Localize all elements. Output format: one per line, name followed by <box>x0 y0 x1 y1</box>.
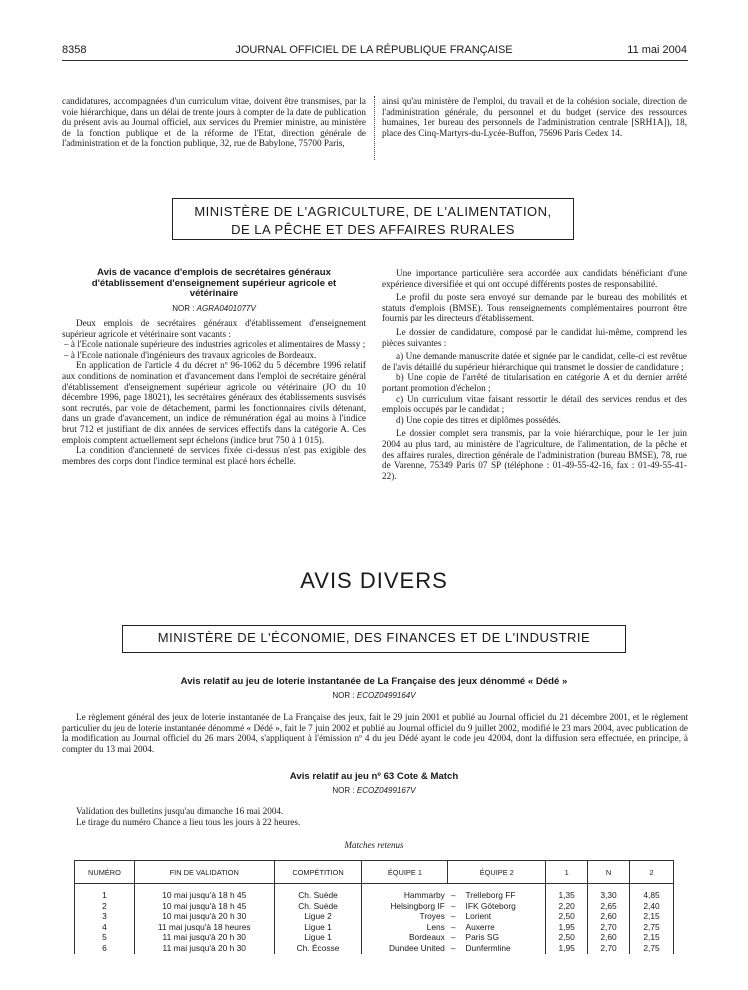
table-cell: 5 <box>75 932 135 943</box>
table-cell: Ligue 1 <box>274 932 362 943</box>
column-header: ÉQUIPE 1 <box>362 861 448 884</box>
table-row <box>75 943 674 954</box>
top-right-text: ainsi qu'au ministère de l'emploi, du travail et de la cohésion sociale, direction de l'administration générale, du personnel et du budget (service des ressources humaines, 1er bureau des personnels de l'administration centrale [SRH1A]), 18, place des Cinq-Martyrs-du-Lycée-Buffon, 75696 Paris Cedex 14. <box>382 96 687 138</box>
table-cell: 2 <box>75 901 135 912</box>
ministry-line-1: MINISTÈRE DE L'AGRICULTURE, DE L'ALIMENTATION, <box>194 204 552 219</box>
table-cell: 10 mai jusqu'à 18 h 45 <box>134 901 274 912</box>
paragraph: d) Une copie des titres et diplômes possédés. <box>396 414 561 425</box>
ministry-line-2: DE LA PÊCHE ET DES AFFAIRES RURALES <box>231 222 515 237</box>
nor-label: NOR : <box>172 304 195 313</box>
nor-code: AGRA0401077V <box>196 304 256 313</box>
issue-date: 11 mai 2004 <box>627 44 687 56</box>
team-1-name: Helsingborg IF <box>390 900 445 911</box>
list-item: – à l'Ecole nationale d'ingénieurs des travaux agricoles de Bordeaux. <box>64 349 317 360</box>
table-cell: 1,95 <box>546 943 588 954</box>
header-rule <box>62 60 688 61</box>
avis-cote-match-text <box>62 806 688 827</box>
top-left-text: candidatures, accompagnées d'un curriculum vitae, doivent être transmises, par la voie hiérarchique, dans un délai de trente jours à compter de la date de publication du présent avis au Journal officiel, aux services du Premier ministre, au ministère de la fonction publique et de la réforme de l'Etat, direction générale de l'administration et de la fonction publique, 32, rue de Babylone, 75700 Paris, <box>62 96 366 149</box>
table-cell: 2,75 <box>630 943 674 954</box>
table-cell: 3 <box>75 911 135 922</box>
team-separator: – <box>450 890 456 900</box>
table-row <box>75 884 674 901</box>
team-2-name: IFK Göteborg <box>465 900 516 911</box>
paragraph: En application de l'article 4 du décret nº 96-1062 du 5 décembre 1996 relatif aux conditions de nomination et d'avancement dans l'emploi de secrétaire général d'établissement d'enseignement supérieur agricole ou vétérinaire (JO du 10 décembre 1996, page 18021), les secrétaires généraux des établissements susvisés sont recrutés, par voie de détachement, parmi les fonctionnaires civils détenant, dans un grade d'avancement, un indice de rémunération égal au moins à l'indice brut 712 et justifiant de dix années de services effectifs dans la catégorie A. Ces emplois comptent actuellement sept échelons (indice brut 750 à 1 015). <box>62 360 366 445</box>
nor-label: NOR : <box>332 691 355 700</box>
nor-code: ECOZ0499164V <box>356 691 416 700</box>
team-1-cell <box>362 911 448 922</box>
table-cell: 10 mai jusqu'à 18 h 45 <box>134 884 274 901</box>
table-cell: 1,95 <box>546 922 588 933</box>
table-cell: 1,35 <box>546 884 588 901</box>
table-cell: 2,65 <box>588 901 630 912</box>
table-cell: 6 <box>75 943 135 954</box>
column-divider <box>374 96 376 160</box>
table-cell: Ligue 1 <box>274 922 362 933</box>
team-separator: – <box>450 921 456 932</box>
team-2-cell <box>448 932 546 943</box>
paragraph: Le tirage du numéro Chance a lieu tous les jours à 22 heures. <box>76 816 301 827</box>
column-header: FIN DE VALIDATION <box>134 861 274 884</box>
team-1-name: Dundee United <box>388 942 445 953</box>
column-header: COMPÉTITION <box>274 861 362 884</box>
team-2-name: Auxerre <box>465 921 495 932</box>
avis-vacance-nor <box>62 304 366 313</box>
paragraph: La condition d'ancienneté de services fixée ci-dessus n'est pas exigible des membres des corps dont l'indice terminal est placé hors échelle. <box>62 445 366 466</box>
paragraph: Le règlement général des jeux de loterie instantanée de La Française des jeux, fait le 29 juin 2001 et publié au Journal officiel du 21 décembre 2001, et le règlement particulier du jeu de loterie instantanée dénommé « Dédé », fait le 7 juin 2002 et publié au Journal officiel du 9 juillet 2002, modifié le 23 mars 2004, avec publication de la modification au Journal officiel du 26 mars 2004, s'appliquent à l'émission nº 4 du jeu Dédé ayant le code jeu 42004, dont la diffusion sera effectuée, en principe, à compter du 13 mai 2004. <box>62 712 688 754</box>
table-row <box>75 932 674 943</box>
paragraph: Le profil du poste sera envoyé sur demande par le bureau des mobilités et statuts d'emplois (BMSE). Tous renseignements complémentaires pourront être fournis par les directeurs d'établissement. <box>382 292 687 324</box>
table-cell: 10 mai jusqu'à 20 h 30 <box>134 911 274 922</box>
paragraph: a) Une demande manuscrite datée et signée par le candidat, celle-ci est revêtue de l'avis détaillé du supérieur hiérarchique qui transmet le dossier de candidature ; <box>382 351 687 372</box>
nor-label: NOR : <box>332 786 355 795</box>
table-cell: 11 mai jusqu'à 20 h 30 <box>134 932 274 943</box>
paragraph: Validation des bulletins jusqu'au dimanche 16 mai 2004. <box>76 806 284 816</box>
team-2-name: Paris SG <box>465 932 500 943</box>
team-1-name: Lens <box>426 921 445 932</box>
table-cell: 2,60 <box>588 932 630 943</box>
team-2-cell <box>448 922 546 933</box>
table-cell: 1 <box>75 884 135 901</box>
team-2-name: Trelleborg FF <box>465 890 516 900</box>
table-cell: 2,50 <box>546 911 588 922</box>
paragraph: b) Une copie de l'arrêté de titularisation en catégorie A et du dernier arrêté portant promotion d'échelon ; <box>382 372 687 393</box>
paragraph: Le dossier de candidature, composé par le candidat lui-même, comprend les pièces suivantes : <box>382 326 687 348</box>
table-cell: 4,85 <box>630 884 674 901</box>
table-cell: 11 mai jusqu'à 18 heures <box>134 922 274 933</box>
table-cell: 2,70 <box>588 943 630 954</box>
team-separator: – <box>450 942 456 953</box>
table-cell: 2,70 <box>588 922 630 933</box>
ministry-agriculture-box <box>172 198 574 240</box>
matches-table <box>74 860 674 954</box>
team-2-name: Dunfermline <box>465 942 511 953</box>
ministry-economy-box <box>122 625 626 653</box>
column-header: ÉQUIPE 2 <box>448 861 546 884</box>
table-cell: 2,20 <box>546 901 588 912</box>
avis-loterie-text <box>62 712 688 754</box>
team-2-cell <box>448 911 546 922</box>
avis-cote-match-nor <box>0 786 748 795</box>
table-cell: 2,50 <box>546 932 588 943</box>
avis-vacance-left-column <box>62 318 366 466</box>
team-separator: – <box>450 932 456 943</box>
table-cell: Ch. Suède <box>274 901 362 912</box>
team-1-cell <box>362 884 448 901</box>
table-cell: 4 <box>75 922 135 933</box>
table-caption: Matches retenus <box>344 840 404 850</box>
team-2-cell <box>448 943 546 954</box>
avis-loterie-nor <box>0 691 748 700</box>
page-number: 8358 <box>62 44 87 56</box>
table-cell: 2,40 <box>630 901 674 912</box>
table-cell: Ch. Suède <box>274 884 362 901</box>
avis-vacance-right-column <box>382 268 687 481</box>
paragraph: c) Un curriculum vitae faisant ressortir le détail des services rendus et des emplois occupés par le candidat ; <box>382 393 687 415</box>
table-cell: 11 mai jusqu'à 20 h 30 <box>134 943 274 954</box>
column-header: N <box>588 861 630 884</box>
nor-code: ECOZ0499167V <box>356 786 416 795</box>
paragraph: Le dossier complet sera transmis, par la voie hiérarchique, pour le 1er juin 2004 au plus tard, au ministère de l'agriculture, de l'alimentation, de la pêche et des affaires rurales, direction générale de l'administration (bureau BMSE), 78, rue de Varenne, 75349 Paris 07 SP (téléphone : 01-49-55-42-16, fax : 01-49-55-41-22). <box>382 428 687 481</box>
team-1-cell <box>362 901 448 912</box>
paragraph: Deux emplois de secrétaires généraux d'établissement d'enseignement supérieur agricole et vétérinaire sont vacants : <box>62 318 366 339</box>
table-header-row <box>75 861 674 884</box>
table-row <box>75 922 674 933</box>
column-header: NUMÉRO <box>75 861 135 884</box>
column-header: 1 <box>546 861 588 884</box>
table-cell: 2,15 <box>630 932 674 943</box>
table-row <box>75 901 674 912</box>
ministry-economy-label: MINISTÈRE DE L'ÉCONOMIE, DES FINANCES ET DE L'INDUSTRIE <box>157 630 591 645</box>
table-row <box>75 911 674 922</box>
table-cell: 2,75 <box>630 922 674 933</box>
avis-divers-heading: AVIS DIVERS <box>300 568 448 593</box>
team-1-cell <box>362 932 448 943</box>
table-cell: 2,60 <box>588 911 630 922</box>
team-1-cell <box>362 922 448 933</box>
team-1-name: Bordeaux <box>408 932 445 943</box>
avis-loterie-title: Avis relatif au jeu de loterie instantanée de La Française des jeux dénommé « Dédé » <box>180 676 568 687</box>
column-header: 2 <box>630 861 674 884</box>
team-1-name: Hammarby <box>403 890 445 900</box>
team-1-name: Troyes <box>419 911 445 922</box>
table-cell: 2,15 <box>630 911 674 922</box>
team-2-cell <box>448 901 546 912</box>
avis-vacance-title: Avis de vacance d'emplois de secrétaires généraux d'établissement d'enseignement supérieur agricole et vétérinaire <box>91 267 337 300</box>
team-2-cell <box>448 884 546 901</box>
team-separator: – <box>450 911 456 922</box>
avis-cote-match-title: Avis relatif au jeu nº 63 Cote & Match <box>289 771 459 782</box>
table-body <box>75 884 674 954</box>
table-cell: Ch. Écosse <box>274 943 362 954</box>
team-2-name: Lorient <box>465 911 492 922</box>
list-item: – à l'Ecole nationale supérieure des industries agricoles et alimentaires de Massy ; <box>64 339 366 350</box>
table-cell: 3,30 <box>588 884 630 901</box>
team-1-cell <box>362 943 448 954</box>
team-separator: – <box>450 900 456 911</box>
journal-title: JOURNAL OFFICIEL DE LA RÉPUBLIQUE FRANÇAISE <box>235 44 513 56</box>
paragraph: Une importance particulière sera accordée aux candidats bénéficiant d'une expérience diversifiée et qui ont occupé différents postes de responsabilité. <box>382 268 687 289</box>
table-cell: Ligue 2 <box>274 911 362 922</box>
